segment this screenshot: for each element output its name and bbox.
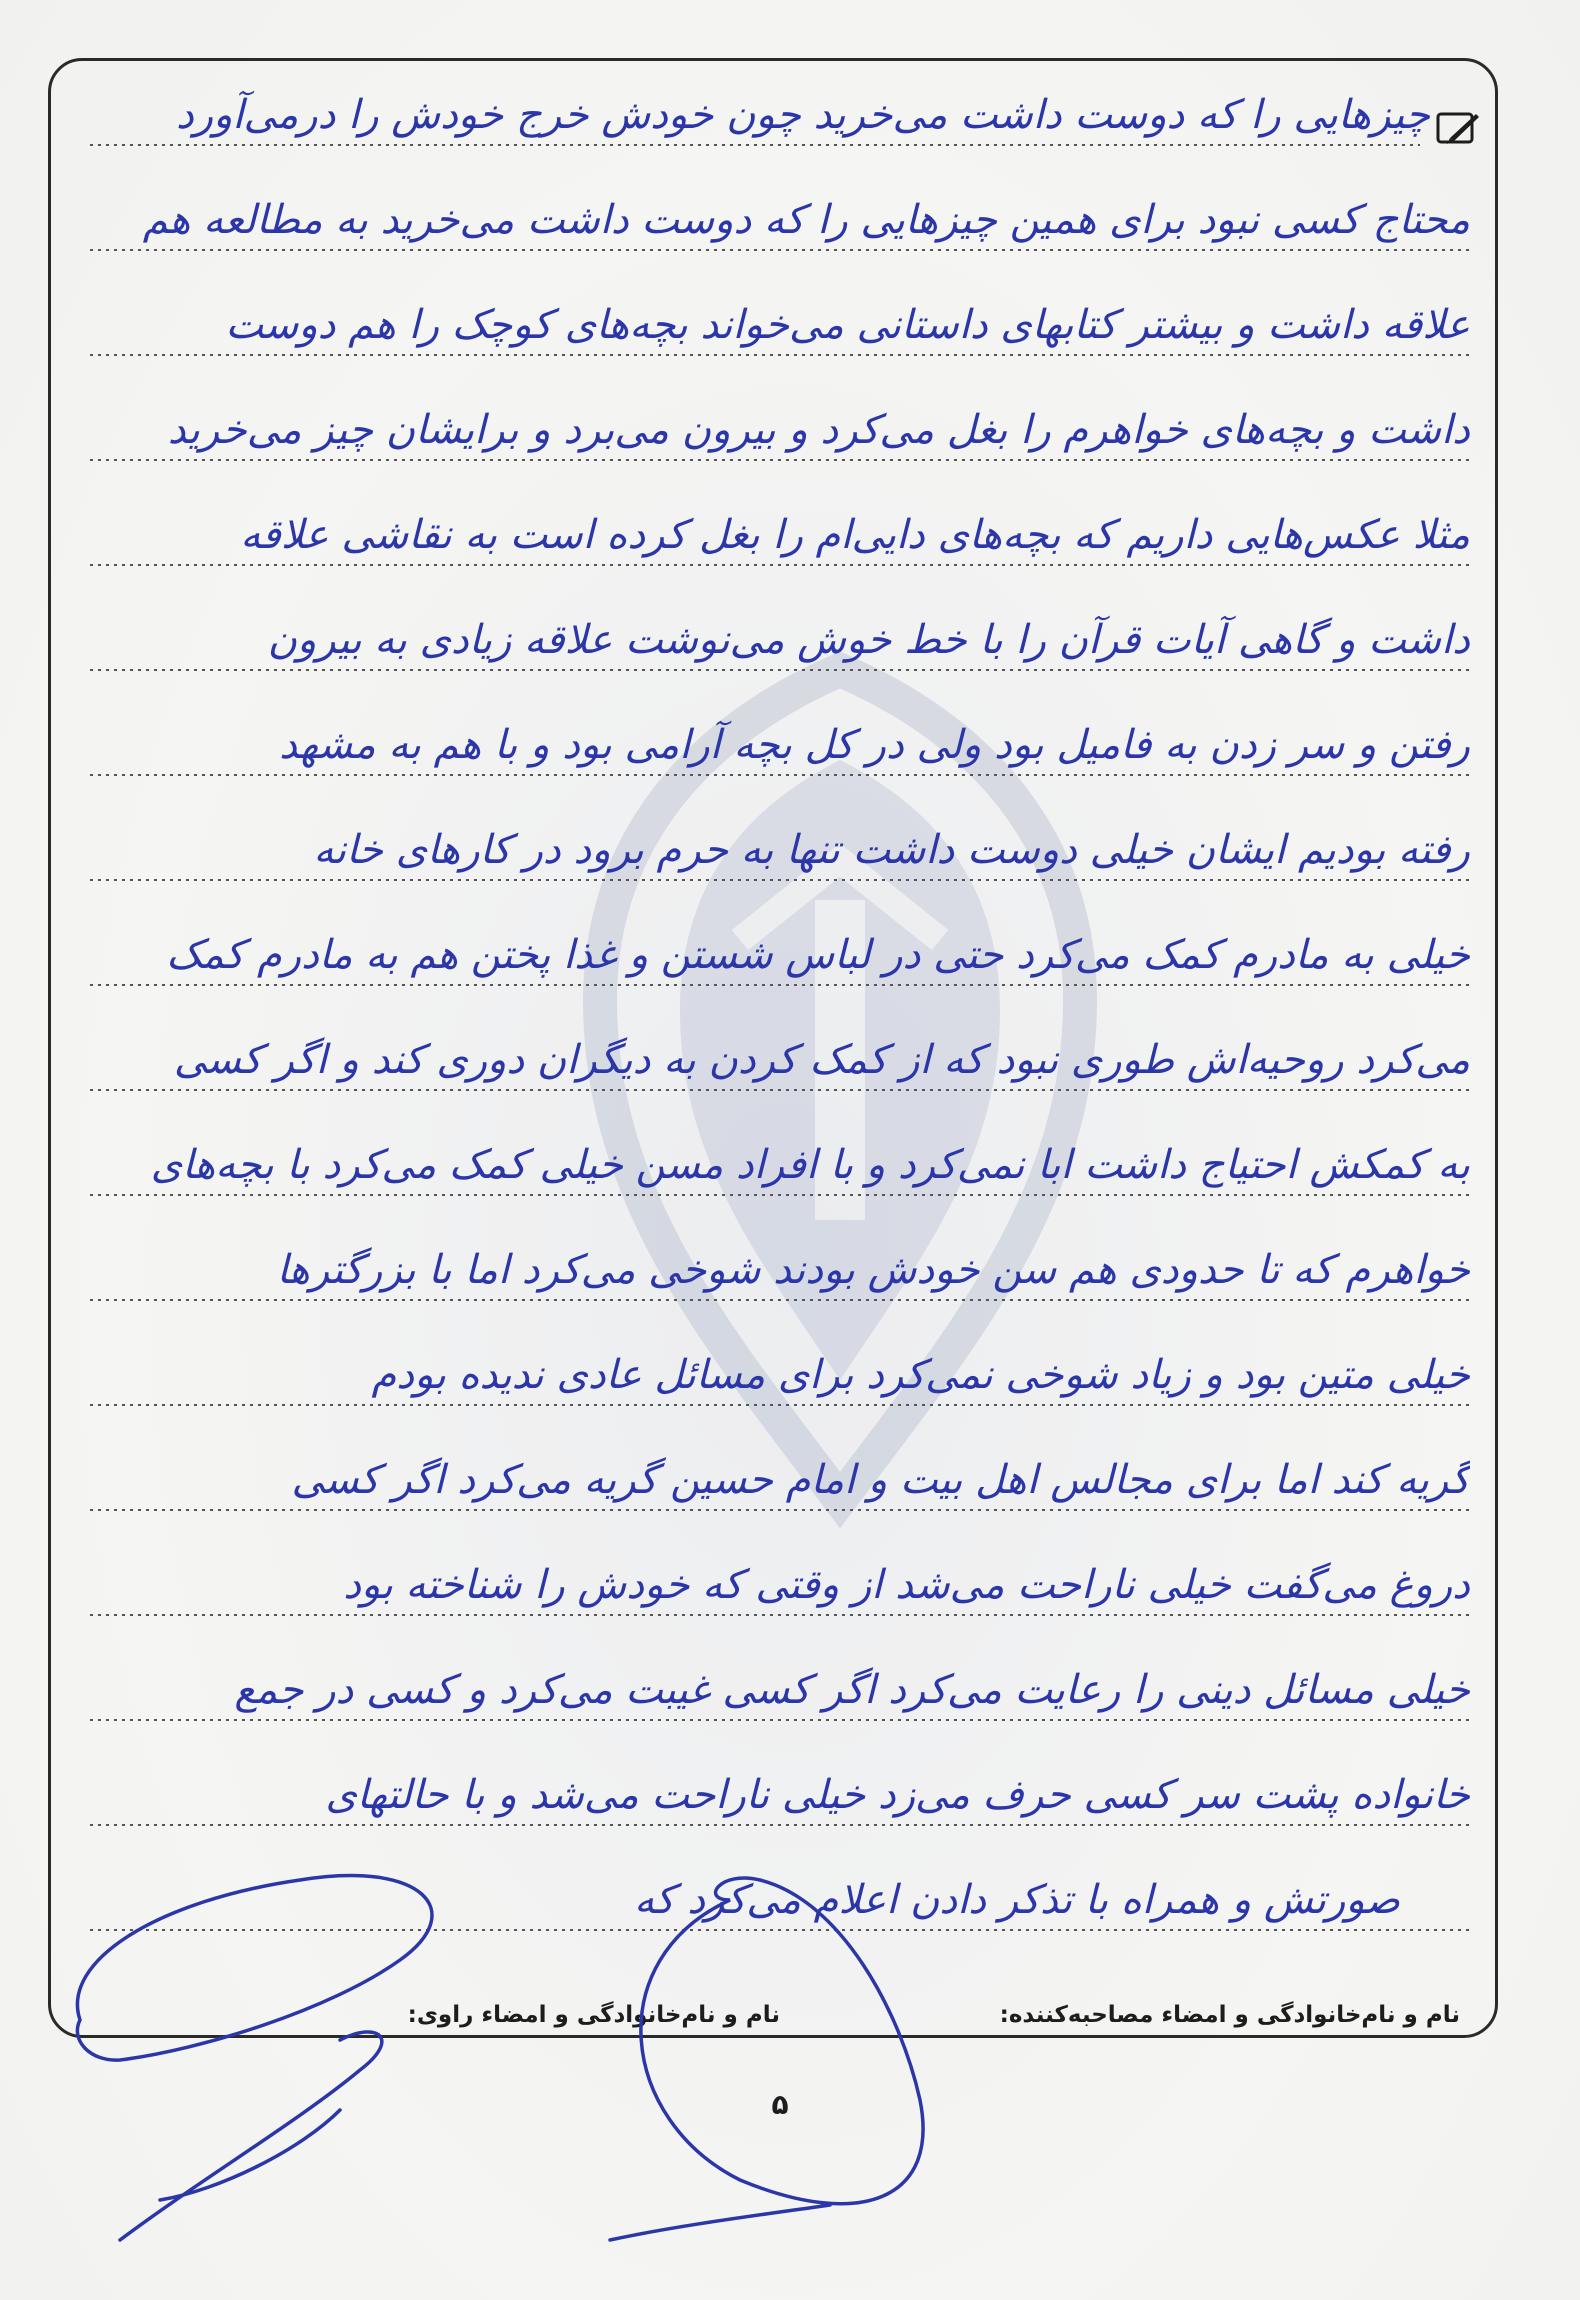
narrator-signature [120, 2032, 382, 2240]
interviewer-signature [641, 1878, 923, 2204]
text-line: خواهرم که تا حدودی هم سن خودش بودند شوخی می‌کرد اما با بزرگترها [276, 1247, 1470, 1293]
page-number: ۵ [771, 2088, 789, 2121]
text-line: داشت و بچه‌های خواهرم را بغل می‌کرد و بیرون می‌برد و برایشان چیز می‌خرید [167, 407, 1470, 453]
text-line: صورتش و همراه با تذکر دادن اعلام می‌کرد که [634, 1877, 1400, 1923]
text-line: مثلا عکس‌هایی داریم که بچه‌های دایی‌ام را بغل کرده است به نقاشی علاقه [240, 512, 1470, 558]
text-line: دروغ می‌گفت خیلی ناراحت می‌شد از وقتی که خودش را شناخته بود [343, 1562, 1470, 1608]
text-line: رفتن و سر زدن به فامیل بود ولی در کل بچه آرامی بود و با هم به مشهد [279, 722, 1470, 768]
text-line: محتاج کسی نبود برای همین چیزهایی را که دوست داشت می‌خرید به مطالعه هم [142, 197, 1470, 243]
interviewer-signature-label: نام و نام‌خانوادگی و امضاء مصاحبه‌کننده: [999, 2002, 1460, 2028]
text-line: گریه کند اما برای مجالس اهل بیت و امام حسین گریه می‌کرد اگر کسی [291, 1457, 1470, 1503]
text-line: خیلی مسائل دینی را رعایت می‌کرد اگر کسی غیبت می‌کرد و کسی در جمع [234, 1667, 1470, 1713]
text-line: خیلی به مادرم کمک می‌کرد حتی در لباس شستن و غذا پختن هم به مادرم کمک [166, 932, 1470, 978]
text-line: علاقه داشت و بیشتر کتابهای داستانی می‌خواند بچه‌های کوچک را هم دوست [225, 302, 1470, 348]
text-line: رفته بودیم ایشان خیلی دوست داشت تنها به حرم برود در کارهای خانه [313, 827, 1470, 873]
interviewer-signature [610, 2205, 830, 2240]
text-line: می‌کرد روحیه‌اش طوری نبود که از کمک کردن به دیگران دوری کند و اگر کسی [173, 1037, 1470, 1083]
narrator-signature [160, 2110, 340, 2200]
text-line: خانواده پشت سر کسی حرف می‌زد خیلی ناراحت می‌شد و با حالتهای [325, 1772, 1470, 1818]
text-line: چیزهایی را که دوست داشت می‌خرید چون خودش خرج خودش را درمی‌آورد [175, 92, 1430, 138]
narrator-signature-label: نام و نام‌خانوادگی و امضاء راوی: [407, 2002, 780, 2028]
narrator-signature [77, 1875, 432, 2060]
text-line: به کمکش احتیاج داشت ابا نمی‌کرد و با افراد مسن خیلی کمک می‌کرد با بچه‌های [150, 1142, 1470, 1188]
text-line: خیلی متین بود و زیاد شوخی نمی‌کرد برای مسائل عادی ندیده بودم [371, 1352, 1470, 1398]
text-line: داشت و گاهی آیات قرآن را با خط خوش می‌نوشت علاقه زیادی به بیرون [267, 617, 1470, 663]
